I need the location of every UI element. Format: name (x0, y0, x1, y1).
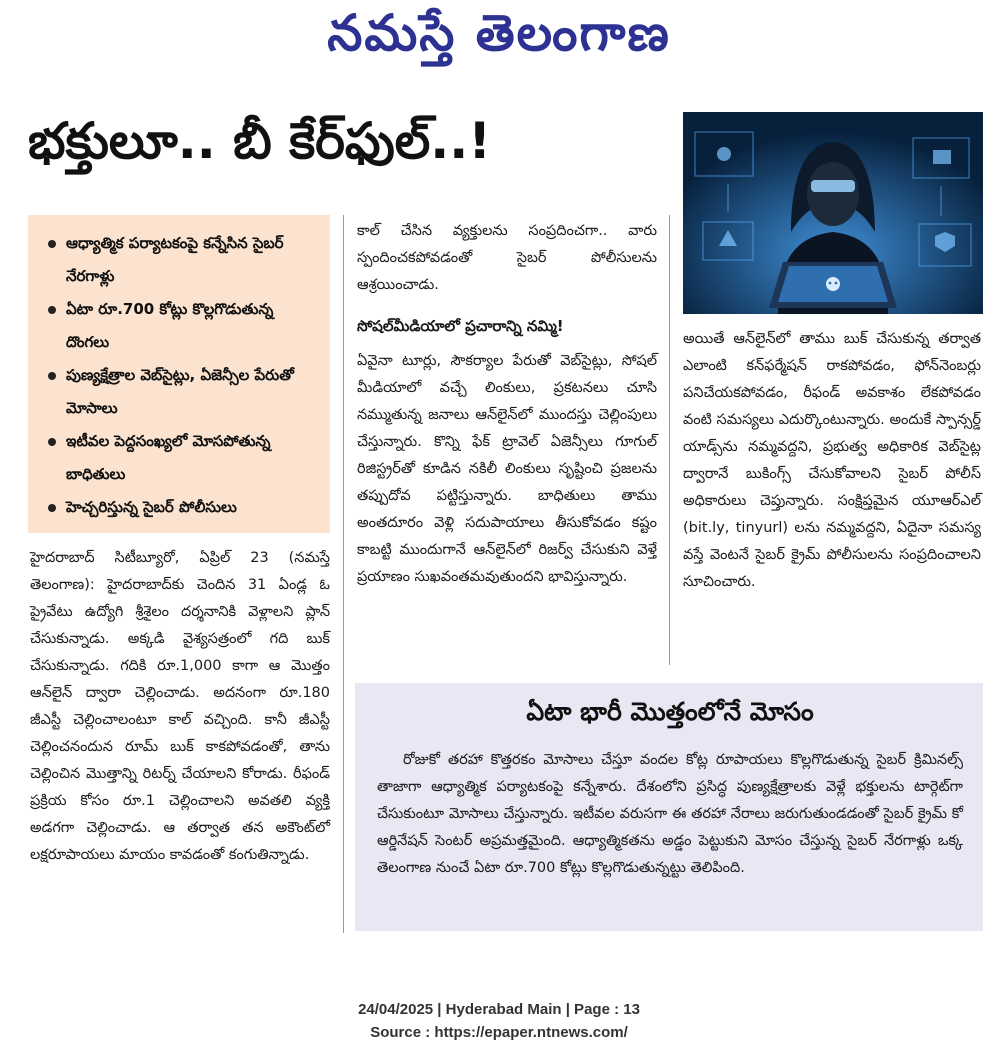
column-divider (669, 215, 670, 665)
highlight-item: ఇటీవల పెద్దసంఖ్యలో మోసపోతున్న బాధితులు (46, 425, 320, 491)
footer-edition: 24/04/2025 | Hyderabad Main | Page : 13 (358, 1001, 640, 1018)
story-column-2-body: ఏవైనా టూర్లు, సౌకర్యాల పేరుతో వెబ్‌సైట్లు, సోషల్ మీడియాలో వచ్చే లింకులు, ప్రకటనలు చూసి నమ్ముతున్న జనాలు ఆన్‌లైన్‌లో ముందస్తు చెల్లింపులు చేస్తున్నారు. కొన్ని ఫేక్ ట్రావెల్ ఏజెన్సీలు గూగుల్ రిజిస్ట్రర్‌తో కూడిన నకిలీ లింకులు సృష్టించి ప్రజలను తప్పుదోవ పట్టిస్తున్నారు. బాధితులు తాము అంతదూరం వెళ్లి సదుపాయాలు తీసుకోవడం కష్టం కాబట్టి ముందుగానే ఆన్‌లైన్‌లో రిజర్వ్ చేసుకుని వెళ్తే ప్రయాణం సుఖవంతమవుతుందని భావిస్తున్నారు. (357, 353, 657, 585)
sidebar-box (355, 683, 983, 931)
sidebar-body: రోజుకో తరహా కొత్తరకం మోసాలు చేస్తూ వందల కోట్ల రూపాయలు కొల్లగొడుతున్న సైబర్ క్రిమినల్స్ తాజాగా ఆధ్యాత్మిక పర్యాటకంపై కన్నేశారు. దేశంలోని ప్రసిద్ధ పుణ్యక్షేత్రాలకు వెళ్లే భక్తులను టార్గెట్‌గా చేసుకుంటూ మోసాలు చేస్తున్నారు. ఇటీవల వరుసగా ఈ తరహా నేరాలు జరుగుతుండడంతో సైబర్ క్రైమ్ కో ఆర్డినేషన్ సెంటర్ అప్రమత్తమైంది. ఆధ్యాత్మికతను అడ్డం పెట్టుకుని మోసం చేస్తున్న సైబర్ నేరగాళ్లు ఒక్క తెలంగాణ నుంచే ఏటా రూ.700 కోట్లు కొల్లగొడుతున్నట్టు తెలిపింది. (377, 752, 963, 876)
headline: భక్తులూ.. బీ కేర్‌ఫుల్..! (28, 112, 491, 170)
story-subhead: సోషల్‌మీడియాలో ప్రచారాన్ని నమ్మి! (357, 317, 564, 335)
footer-source: Source : https://epaper.ntnews.com/ (370, 1024, 628, 1041)
highlight-item: హెచ్చరిస్తున్న సైబర్ పోలీసులు (46, 491, 320, 524)
story-column-3: అయితే ఆన్‌లైన్‌లో తాము బుక్ చేసుకున్న తర్వాత ఎలాంటి కన్‌ఫర్మేషన్ రాకపోవడం, ఫోన్‌నెంబర్లు పనిచేయకపోవడం, రీఫండ్ అవకాశం లేకపోవడం వంటి సమస్యలు ఎదుర్కొంటున్నారు. అందుకే స్పాన్సర్డ్ యాడ్స్‌ను నమ్మవద్దని, ప్రభుత్వ అధికారిక వెబ్‌సైట్ల ద్వారానే బుకింగ్స్ చేసుకోవాలని సైబర్ పోలీస్ అధికారులు చెప్తున్నారు. సంక్షిప్తమైన యూఆర్‌ఎల్ (bit.ly, tinyurl) లను నమ్మవద్దని, ఏదైనా సమస్య వస్తే వెంటనే సైబర్ క్రైమ్ పోలీసులను సంప్రదించాలని సూచించారు. (683, 331, 981, 590)
masthead: నమస్తే తెలంగాణ (327, 4, 671, 62)
story-column-1: హైదరాబాద్ సిటీబ్యూరో, ఏప్రిల్ 23 (నమస్తే తెలంగాణ): హైదరాబాద్‌కు చెందిన 31 ఏండ్ల ఓ ప్రైవేటు ఉద్యోగి శ్రీశైలం దర్శనానికి వెళ్లాలని ప్లాన్ చేసుకున్నాడు. అక్కడి వైశ్యసత్రంలో గది బుక్ చేసుకున్నాడు. గదికి రూ.1,000 కాగా ఆ మొత్తం ఆన్‌లైన్ ద్వారా చెల్లించాడు. అదనంగా రూ.180 జీఎస్టీ చెల్లించాలంటూ కాల్ వచ్చింది. కానీ జీఎస్టీ చెల్లించనందున రూమ్ బుక్ కాకపోవడంతో, తాను చెల్లించిన మొత్తాన్ని రిటర్న్ చేయాలని కోరాడు. రీఫండ్ ప్రక్రియ కోసం రూ.1 చెల్లించాలని అవతలి వ్యక్తి అడగగా చెల్లించాడు. ఆ తర్వాత తన అకౌంట్‌లో లక్షరూపాయలు మాయం కావడంతో కంగుతిన్నాడు. (30, 550, 330, 863)
sidebar-title: ఏటా భారీ మొత్తంలోనే మోసం (526, 697, 814, 726)
story-column-2 (357, 218, 657, 591)
highlight-item: పుణ్యక్షేత్రాల వెబ్‌సైట్లు, ఏజెన్సీల పేరుతో మోసాలు (46, 359, 320, 425)
story-column-2-intro: కాల్ చేసిన వ్యక్తులను సంప్రదించగా.. వారు స్పందించకపోవడంతో సైబర్ పోలీసులను ఆశ్రయించాడు. (357, 223, 657, 293)
hacker-photo (683, 112, 983, 314)
column-divider (343, 215, 344, 933)
highlight-item: ఆధ్యాత్మిక పర్యాటకంపై కన్నేసిన సైబర్ నేరగాళ్లు (46, 227, 320, 293)
highlight-item: ఏటా రూ.700 కోట్లు కొల్లగొడుతున్న దొంగలు (46, 293, 320, 359)
highlights-box (28, 215, 330, 533)
